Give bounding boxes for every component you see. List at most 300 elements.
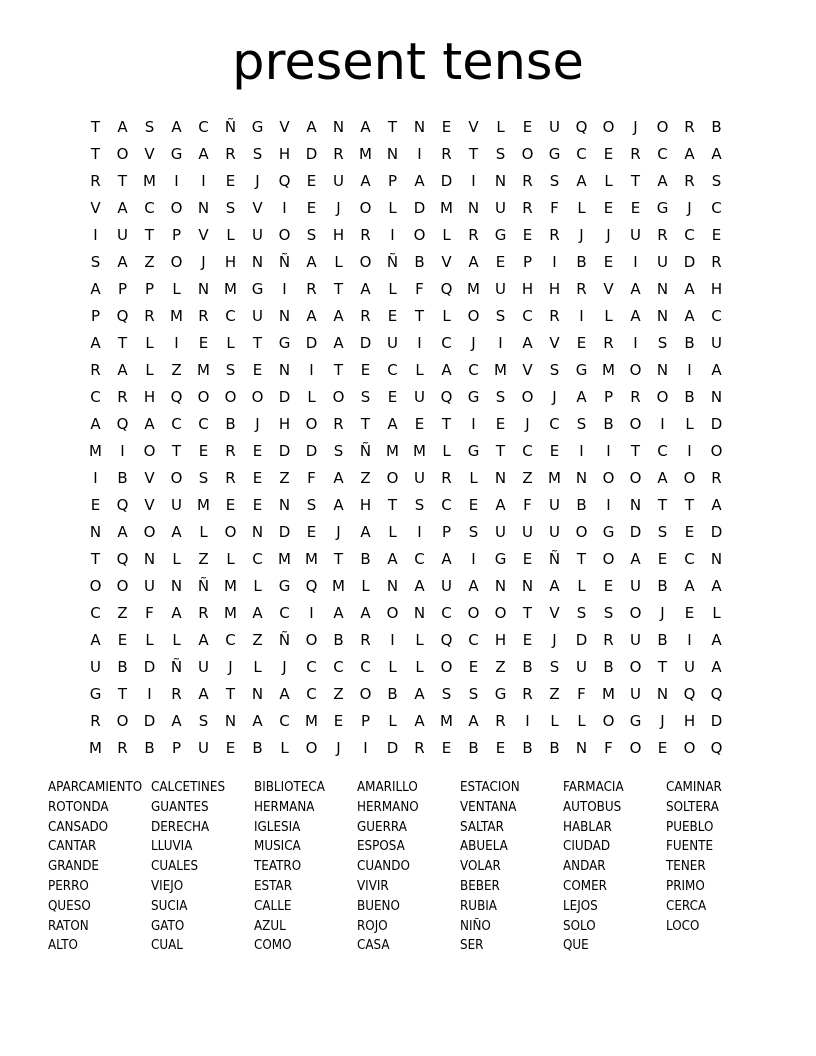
grid-cell[interactable]: M [467,280,480,298]
grid-cell[interactable]: I [363,739,368,757]
grid-cell[interactable]: G [278,334,291,352]
grid-cell[interactable]: A [117,361,128,379]
grid-cell[interactable]: E [603,253,614,271]
grid-cell[interactable]: U [549,118,560,136]
grid-cell[interactable]: G [251,280,264,298]
grid-cell[interactable]: C [684,226,695,244]
grid-cell[interactable]: N [143,550,156,568]
grid-cell[interactable]: C [360,658,371,676]
grid-cell[interactable]: E [252,469,263,487]
grid-cell[interactable]: A [576,388,587,406]
grid-cell[interactable]: R [333,145,344,163]
grid-cell[interactable]: O [629,604,642,622]
grid-cell[interactable]: O [683,739,696,757]
grid-cell[interactable]: L [442,307,451,325]
grid-cell[interactable]: M [305,550,318,568]
grid-cell[interactable]: B [549,739,560,757]
grid-cell[interactable]: C [576,145,587,163]
grid-cell[interactable]: B [711,118,722,136]
grid-cell[interactable]: E [576,334,587,352]
grid-cell[interactable]: N [197,199,210,217]
grid-cell[interactable]: C [144,199,155,217]
grid-cell[interactable]: A [441,550,452,568]
grid-cell[interactable]: L [145,361,154,379]
grid-cell[interactable]: O [170,469,183,487]
grid-cell[interactable]: E [387,388,398,406]
grid-cell[interactable]: C [252,550,263,568]
grid-cell[interactable]: L [388,523,397,541]
grid-cell[interactable]: C [198,415,209,433]
grid-cell[interactable]: N [656,361,669,379]
grid-cell[interactable]: P [360,712,371,730]
grid-cell[interactable]: S [549,361,560,379]
grid-cell[interactable]: L [253,577,262,595]
grid-cell[interactable]: O [629,469,642,487]
grid-cell[interactable]: S [441,685,452,703]
grid-cell[interactable]: C [225,307,236,325]
grid-cell[interactable]: N [332,118,345,136]
grid-cell[interactable]: J [660,712,665,730]
grid-cell[interactable]: C [279,604,290,622]
grid-cell[interactable]: R [684,118,695,136]
grid-cell[interactable]: G [494,226,507,244]
grid-cell[interactable]: I [201,172,206,190]
grid-cell[interactable]: G [278,577,291,595]
grid-cell[interactable]: R [117,388,128,406]
grid-cell[interactable]: L [604,172,613,190]
grid-cell[interactable]: O [656,388,669,406]
grid-cell[interactable]: T [630,442,641,460]
grid-cell[interactable]: S [225,199,236,217]
grid-cell[interactable]: O [710,442,723,460]
grid-cell[interactable]: H [359,496,372,514]
grid-cell[interactable]: U [522,523,533,541]
grid-cell[interactable]: J [255,415,260,433]
grid-cell[interactable]: O [332,388,345,406]
grid-cell[interactable]: B [252,739,263,757]
grid-cell[interactable]: Z [171,361,182,379]
grid-cell[interactable]: L [307,388,316,406]
grid-cell[interactable]: A [711,145,722,163]
grid-cell[interactable]: E [711,226,722,244]
grid-cell[interactable]: N [278,361,291,379]
grid-cell[interactable]: S [360,388,371,406]
grid-cell[interactable]: H [143,388,156,406]
grid-cell[interactable]: O [305,415,318,433]
grid-cell[interactable]: L [577,199,586,217]
grid-cell[interactable]: C [684,550,695,568]
grid-cell[interactable]: Z [279,469,290,487]
grid-cell[interactable]: R [468,226,479,244]
grid-cell[interactable]: T [684,496,695,514]
grid-cell[interactable]: B [522,739,533,757]
grid-cell[interactable]: E [252,442,263,460]
grid-cell[interactable]: Q [305,577,318,595]
grid-cell[interactable]: Q [278,172,291,190]
grid-cell[interactable]: A [414,577,425,595]
grid-cell[interactable]: J [579,226,584,244]
grid-cell[interactable]: U [711,334,722,352]
grid-cell[interactable]: L [199,523,208,541]
grid-cell[interactable]: I [417,334,422,352]
grid-cell[interactable]: A [414,712,425,730]
grid-cell[interactable]: L [226,334,235,352]
grid-cell[interactable]: E [387,307,398,325]
grid-cell[interactable]: A [522,334,533,352]
grid-cell[interactable]: L [172,631,181,649]
grid-cell[interactable]: M [602,685,615,703]
grid-cell[interactable]: M [89,442,102,460]
grid-cell[interactable]: M [413,442,426,460]
grid-cell[interactable]: A [333,496,344,514]
grid-cell[interactable]: E [522,118,533,136]
grid-cell[interactable]: S [576,604,587,622]
grid-cell[interactable]: L [442,442,451,460]
grid-cell[interactable]: E [225,172,236,190]
grid-cell[interactable]: C [711,307,722,325]
grid-cell[interactable]: A [495,496,506,514]
grid-cell[interactable]: U [414,469,425,487]
grid-cell[interactable]: S [468,523,479,541]
grid-cell[interactable]: A [198,685,209,703]
grid-cell[interactable]: M [332,577,345,595]
grid-cell[interactable]: B [603,415,614,433]
grid-cell[interactable]: O [494,604,507,622]
grid-cell[interactable]: O [197,388,210,406]
grid-cell[interactable]: A [333,307,344,325]
grid-cell[interactable]: C [468,631,479,649]
grid-cell[interactable]: B [684,388,695,406]
grid-cell[interactable]: B [117,469,128,487]
grid-cell[interactable]: I [282,280,287,298]
grid-cell[interactable]: N [278,307,291,325]
grid-cell[interactable]: U [252,307,263,325]
grid-cell[interactable]: I [471,172,476,190]
grid-cell[interactable]: V [468,118,479,136]
grid-cell[interactable]: T [468,145,479,163]
grid-cell[interactable]: A [306,307,317,325]
grid-cell[interactable]: U [495,199,506,217]
grid-cell[interactable]: U [144,577,155,595]
grid-cell[interactable]: U [495,280,506,298]
grid-cell[interactable]: N [251,523,264,541]
grid-cell[interactable]: D [710,415,723,433]
grid-cell[interactable]: N [224,712,237,730]
grid-cell[interactable]: L [685,415,694,433]
grid-cell[interactable]: S [333,442,344,460]
grid-cell[interactable]: G [467,442,480,460]
grid-cell[interactable]: R [360,307,371,325]
grid-cell[interactable]: T [441,415,452,433]
grid-cell[interactable]: A [711,496,722,514]
grid-cell[interactable]: O [656,118,669,136]
grid-cell[interactable]: V [144,145,155,163]
grid-cell[interactable]: R [171,685,182,703]
grid-cell[interactable]: S [198,469,209,487]
grid-cell[interactable]: O [602,712,615,730]
grid-cell[interactable]: T [360,415,371,433]
grid-cell[interactable]: C [711,199,722,217]
grid-cell[interactable]: Q [683,685,696,703]
grid-cell[interactable]: I [498,334,503,352]
grid-cell[interactable]: T [333,361,344,379]
grid-cell[interactable]: O [251,388,264,406]
grid-cell[interactable]: T [144,226,155,244]
grid-cell[interactable]: T [90,118,101,136]
grid-cell[interactable]: A [387,415,398,433]
grid-cell[interactable]: A [711,577,722,595]
grid-cell[interactable]: A [144,415,155,433]
grid-cell[interactable]: V [549,604,560,622]
grid-cell[interactable]: Q [440,631,453,649]
grid-cell[interactable]: V [144,496,155,514]
grid-cell[interactable]: H [278,145,291,163]
grid-cell[interactable]: U [495,523,506,541]
grid-cell[interactable]: I [417,145,422,163]
grid-cell[interactable]: N [710,550,723,568]
grid-cell[interactable]: R [225,442,236,460]
grid-cell[interactable]: R [333,415,344,433]
grid-cell[interactable]: C [657,145,668,163]
grid-cell[interactable]: O [359,685,372,703]
grid-cell[interactable]: O [359,253,372,271]
grid-cell[interactable]: D [278,442,291,460]
grid-cell[interactable]: I [417,523,422,541]
grid-cell[interactable]: E [252,361,263,379]
grid-cell[interactable]: E [549,442,560,460]
grid-cell[interactable]: R [90,172,101,190]
grid-cell[interactable]: Z [360,469,371,487]
grid-cell[interactable]: R [198,604,209,622]
grid-cell[interactable]: E [306,172,317,190]
grid-cell[interactable]: T [414,307,425,325]
grid-cell[interactable]: A [414,172,425,190]
grid-cell[interactable]: O [602,550,615,568]
grid-cell[interactable]: C [522,307,533,325]
grid-cell[interactable]: E [306,199,317,217]
grid-cell[interactable]: C [657,442,668,460]
grid-cell[interactable]: L [415,658,424,676]
grid-cell[interactable]: F [550,199,559,217]
grid-cell[interactable]: L [712,604,721,622]
grid-cell[interactable]: N [629,496,642,514]
grid-cell[interactable]: P [117,280,128,298]
grid-cell[interactable]: I [93,226,98,244]
grid-cell[interactable]: J [606,226,611,244]
grid-cell[interactable]: A [252,604,263,622]
grid-cell[interactable]: A [360,172,371,190]
grid-cell[interactable]: E [117,631,128,649]
grid-cell[interactable]: N [278,496,291,514]
grid-cell[interactable]: C [549,415,560,433]
grid-cell[interactable]: T [117,685,128,703]
grid-cell[interactable]: I [633,334,638,352]
grid-cell[interactable]: Q [710,739,723,757]
grid-cell[interactable]: R [360,226,371,244]
grid-cell[interactable]: C [441,496,452,514]
grid-cell[interactable]: U [630,631,641,649]
grid-cell[interactable]: Ñ [224,118,237,136]
grid-cell[interactable]: Q [116,496,129,514]
grid-cell[interactable]: V [441,253,452,271]
grid-cell[interactable]: O [683,469,696,487]
grid-cell[interactable]: A [576,172,587,190]
grid-cell[interactable]: N [710,388,723,406]
grid-cell[interactable]: A [360,280,371,298]
grid-cell[interactable]: I [282,199,287,217]
grid-cell[interactable]: A [90,334,101,352]
grid-cell[interactable]: F [145,604,154,622]
grid-cell[interactable]: S [549,172,560,190]
grid-cell[interactable]: A [711,361,722,379]
grid-cell[interactable]: R [576,280,587,298]
grid-cell[interactable]: D [413,199,426,217]
grid-cell[interactable]: B [360,550,371,568]
grid-cell[interactable]: C [198,118,209,136]
grid-cell[interactable]: R [522,172,533,190]
grid-cell[interactable]: A [90,280,101,298]
grid-cell[interactable]: L [415,631,424,649]
grid-cell[interactable]: V [549,334,560,352]
grid-cell[interactable]: P [387,172,398,190]
grid-cell[interactable]: O [224,388,237,406]
grid-cell[interactable]: N [386,577,399,595]
grid-cell[interactable]: P [522,253,533,271]
grid-cell[interactable]: D [710,712,723,730]
grid-cell[interactable]: O [116,712,129,730]
grid-cell[interactable]: A [468,712,479,730]
grid-cell[interactable]: N [170,577,183,595]
grid-cell[interactable]: C [225,631,236,649]
grid-cell[interactable]: P [90,307,101,325]
grid-cell[interactable]: A [657,469,668,487]
grid-cell[interactable]: O [224,523,237,541]
grid-cell[interactable]: Ñ [359,442,372,460]
grid-cell[interactable]: T [117,172,128,190]
grid-cell[interactable]: Q [116,307,129,325]
grid-cell[interactable]: R [117,739,128,757]
grid-cell[interactable]: E [657,550,668,568]
grid-cell[interactable]: Ñ [170,658,183,676]
grid-cell[interactable]: I [633,253,638,271]
grid-cell[interactable]: T [225,685,236,703]
grid-cell[interactable]: I [687,442,692,460]
grid-cell[interactable]: M [602,361,615,379]
grid-cell[interactable]: T [117,334,128,352]
grid-cell[interactable]: N [656,685,669,703]
grid-cell[interactable]: A [117,118,128,136]
grid-cell[interactable]: I [525,712,530,730]
grid-cell[interactable]: A [684,280,695,298]
grid-cell[interactable]: R [495,712,506,730]
grid-cell[interactable]: L [334,253,343,271]
grid-cell[interactable]: P [144,280,155,298]
grid-cell[interactable]: E [414,415,425,433]
grid-cell[interactable]: B [576,496,587,514]
grid-cell[interactable]: E [252,496,263,514]
grid-cell[interactable]: Q [170,388,183,406]
grid-cell[interactable]: L [253,658,262,676]
grid-cell[interactable]: T [333,280,344,298]
grid-cell[interactable]: R [630,388,641,406]
grid-cell[interactable]: C [306,658,317,676]
grid-cell[interactable]: M [386,442,399,460]
grid-cell[interactable]: Q [116,415,129,433]
grid-cell[interactable]: D [278,388,291,406]
grid-cell[interactable]: C [441,334,452,352]
grid-cell[interactable]: R [441,469,452,487]
grid-cell[interactable]: B [225,415,236,433]
grid-cell[interactable]: I [660,415,665,433]
grid-cell[interactable]: I [687,631,692,649]
grid-cell[interactable]: E [630,199,641,217]
grid-cell[interactable]: L [172,280,181,298]
grid-cell[interactable]: G [575,361,588,379]
grid-cell[interactable]: A [117,199,128,217]
grid-cell[interactable]: B [603,658,614,676]
grid-cell[interactable]: O [629,415,642,433]
grid-cell[interactable]: Ñ [197,577,210,595]
grid-cell[interactable]: T [657,658,668,676]
grid-cell[interactable]: H [710,280,723,298]
grid-cell[interactable]: P [171,739,182,757]
grid-cell[interactable]: C [468,361,479,379]
grid-cell[interactable]: O [629,739,642,757]
grid-cell[interactable]: S [711,172,722,190]
grid-cell[interactable]: M [224,604,237,622]
grid-cell[interactable]: S [225,361,236,379]
grid-cell[interactable]: V [252,199,263,217]
grid-cell[interactable]: A [630,307,641,325]
grid-cell[interactable]: O [629,658,642,676]
grid-cell[interactable]: A [414,685,425,703]
grid-cell[interactable]: N [494,469,507,487]
grid-cell[interactable]: O [116,577,129,595]
grid-cell[interactable]: T [252,334,263,352]
grid-cell[interactable]: F [577,685,586,703]
grid-cell[interactable]: Z [117,604,128,622]
grid-cell[interactable]: O [575,523,588,541]
grid-cell[interactable]: B [144,739,155,757]
grid-cell[interactable]: M [224,577,237,595]
grid-cell[interactable]: I [552,253,557,271]
grid-cell[interactable]: J [660,604,665,622]
grid-cell[interactable]: T [387,118,398,136]
grid-cell[interactable]: Ñ [386,253,399,271]
grid-cell[interactable]: R [522,685,533,703]
grid-cell[interactable]: A [252,712,263,730]
grid-cell[interactable]: Q [575,118,588,136]
grid-cell[interactable]: O [629,361,642,379]
grid-cell[interactable]: J [525,415,530,433]
grid-cell[interactable]: N [575,739,588,757]
grid-cell[interactable]: D [440,172,453,190]
grid-cell[interactable]: I [471,550,476,568]
grid-cell[interactable]: J [633,118,638,136]
grid-cell[interactable]: U [549,523,560,541]
grid-cell[interactable]: C [306,685,317,703]
grid-cell[interactable]: L [442,226,451,244]
grid-cell[interactable]: A [468,577,479,595]
grid-cell[interactable]: A [441,361,452,379]
grid-cell[interactable]: L [226,550,235,568]
grid-cell[interactable]: N [251,685,264,703]
grid-cell[interactable]: T [387,496,398,514]
grid-cell[interactable]: Z [522,469,533,487]
grid-cell[interactable]: A [711,631,722,649]
grid-cell[interactable]: C [522,442,533,460]
grid-cell[interactable]: S [603,604,614,622]
